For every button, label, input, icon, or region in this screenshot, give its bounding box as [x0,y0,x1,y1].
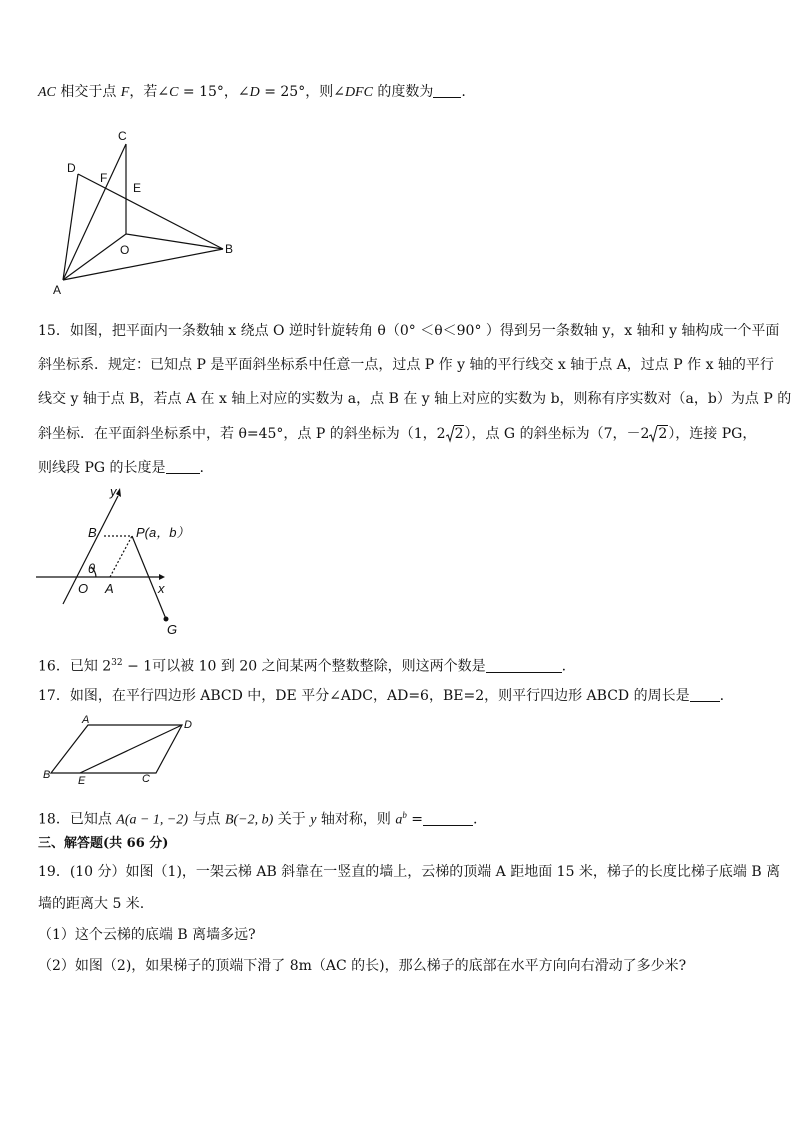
q15-sqrt-1: 2 [446,424,465,444]
q14-t10: 的度数为 [372,84,434,100]
q19-line-4: （2）如图（2)，如果梯子的顶端下滑了 8m（AC 的长)，那么梯子的底部在水平方向向右滑动了多少米? [38,958,687,974]
fig17-label-d: D [184,719,192,731]
fig14-seg-ao [63,234,126,280]
fig14-label-c: C [118,129,127,143]
section-heading: 三、解答题(共 66 分) [38,836,169,851]
q14-f: F [120,85,130,100]
q14-t2: 相交于点 [55,84,121,100]
fig15-label-theta: θ [88,561,96,576]
radical-sign-icon [649,425,658,443]
fig17-label-b: B [43,769,51,781]
q14-t4: ，若∠ [129,84,170,100]
fig15-x-arrow-icon [159,574,165,580]
q14-answer-blank[interactable] [433,83,461,98]
fig14-label-o: O [120,243,130,257]
fig15-seg-ap [110,536,132,577]
figure-q15 [36,484,216,644]
q14-t6: = 15°，∠ [178,84,250,100]
fig15-label-x: x [158,581,165,596]
q14-d: D [249,85,260,100]
fig14-label-b: B [225,242,234,256]
q18-point-a: A(a − 1, −2) [116,812,189,828]
q18-answer-blank[interactable] [423,811,473,826]
fig15-label-a: A [105,581,114,596]
figure-q14 [40,124,250,304]
fig14-label-d: D [67,161,76,175]
fig17-label-e: E [78,775,86,787]
fig17-seg-de [80,725,182,773]
q15-sqrt-2: 2 [649,424,668,444]
q19-line-1: 19．(10 分）如图（1)，一架云梯 AB 斜靠在一竖直的墙上，云梯的顶端 A 距地面 15 米，梯子的长度比梯子底端 B 离 [38,864,781,880]
fig15-y-arrow-icon [116,488,121,497]
q15-l4-b: ），点 G 的斜坐标为（7，－2 [464,426,650,442]
q15-line-2: 斜坐标系．规定：已知点 P 是平面斜坐标系中任意一点，过点 P 作 y 轴的平行线交 x 轴于点 A，过点 P 作 x 轴的平行 [38,357,774,373]
q15-line-5: 则线段 PG 的长度是 . [38,460,204,476]
fig15-label-o: O [78,581,89,596]
fig15-point-g [164,617,169,622]
figure-q17 [40,712,210,787]
q19-line-2: 墙的距离大 5 米. [38,896,145,912]
q15-l4-c: ），连接 PG， [668,426,757,442]
q17-answer-blank[interactable] [690,687,720,702]
fig17-label-c: C [142,773,150,785]
q16-exponent: 32 [111,658,123,668]
radical-sign-icon [446,425,455,443]
fig14-label-e: E [133,181,142,195]
fig15-label-p: P(a，b） [136,525,190,540]
q16-answer-blank[interactable] [486,658,562,673]
fig14-seg-ab [63,249,223,280]
q18-point-b: B(−2, b) [224,812,274,828]
q14-ac: AC [38,85,56,100]
fig17-parallelogram [51,725,182,773]
q15-line-3: 线交 y 轴于点 B，若点 A 在 x 轴上对应的实数为 a，点 B 在 y 轴上对应的实数为 b，则称有序实数对（a，b）为点 P 的 [38,391,792,407]
q14-text [38,82,466,103]
fig15-label-g: G [167,622,178,637]
fig14-label-a: A [53,283,62,297]
fig14-label-f: F [100,171,108,185]
q14-end: . [461,84,466,100]
q15-l4-a: 斜坐标．在平面斜坐标系中，若 θ=45°，点 P 的斜坐标为（1，2 [38,426,446,442]
q16-text: 16．已知 $2^{32} - 1$可以被 10 到 20 之间某两个整数整除，则这两个数是 . [38,658,567,675]
fig15-label-y: y [110,484,117,499]
fig17-label-a: A [82,714,90,726]
q14-c: C [169,85,179,100]
q14-dfc: DFC [344,85,373,100]
q14-t8: = 25°，则∠ [259,84,345,100]
fig15-label-b: B [88,525,97,540]
q15-line-4 [38,424,756,444]
q17-text: 17．如图，在平行四边形 ABCD 中，DE 平分∠ADC，AD=6，BE=2，则平行四边形 ABCD 的周长是 . [38,688,725,704]
q18-text: 18．已知点 A(a − 1, −2) 与点 B(−2, b) 关于 y 轴对称，则 $a^b$ = . [38,810,478,828]
q19-line-3: （1）这个云梯的底端 B 离墙多远? [38,927,256,943]
q15-answer-blank[interactable] [166,459,200,474]
q15-line-1: 15．如图，把平面内一条数轴 x 绕点 O 逆时针旋转角 θ（0° ＜θ＜90° ）得到另一条数轴 y，x 轴和 y 轴构成一个平面 [38,323,780,339]
